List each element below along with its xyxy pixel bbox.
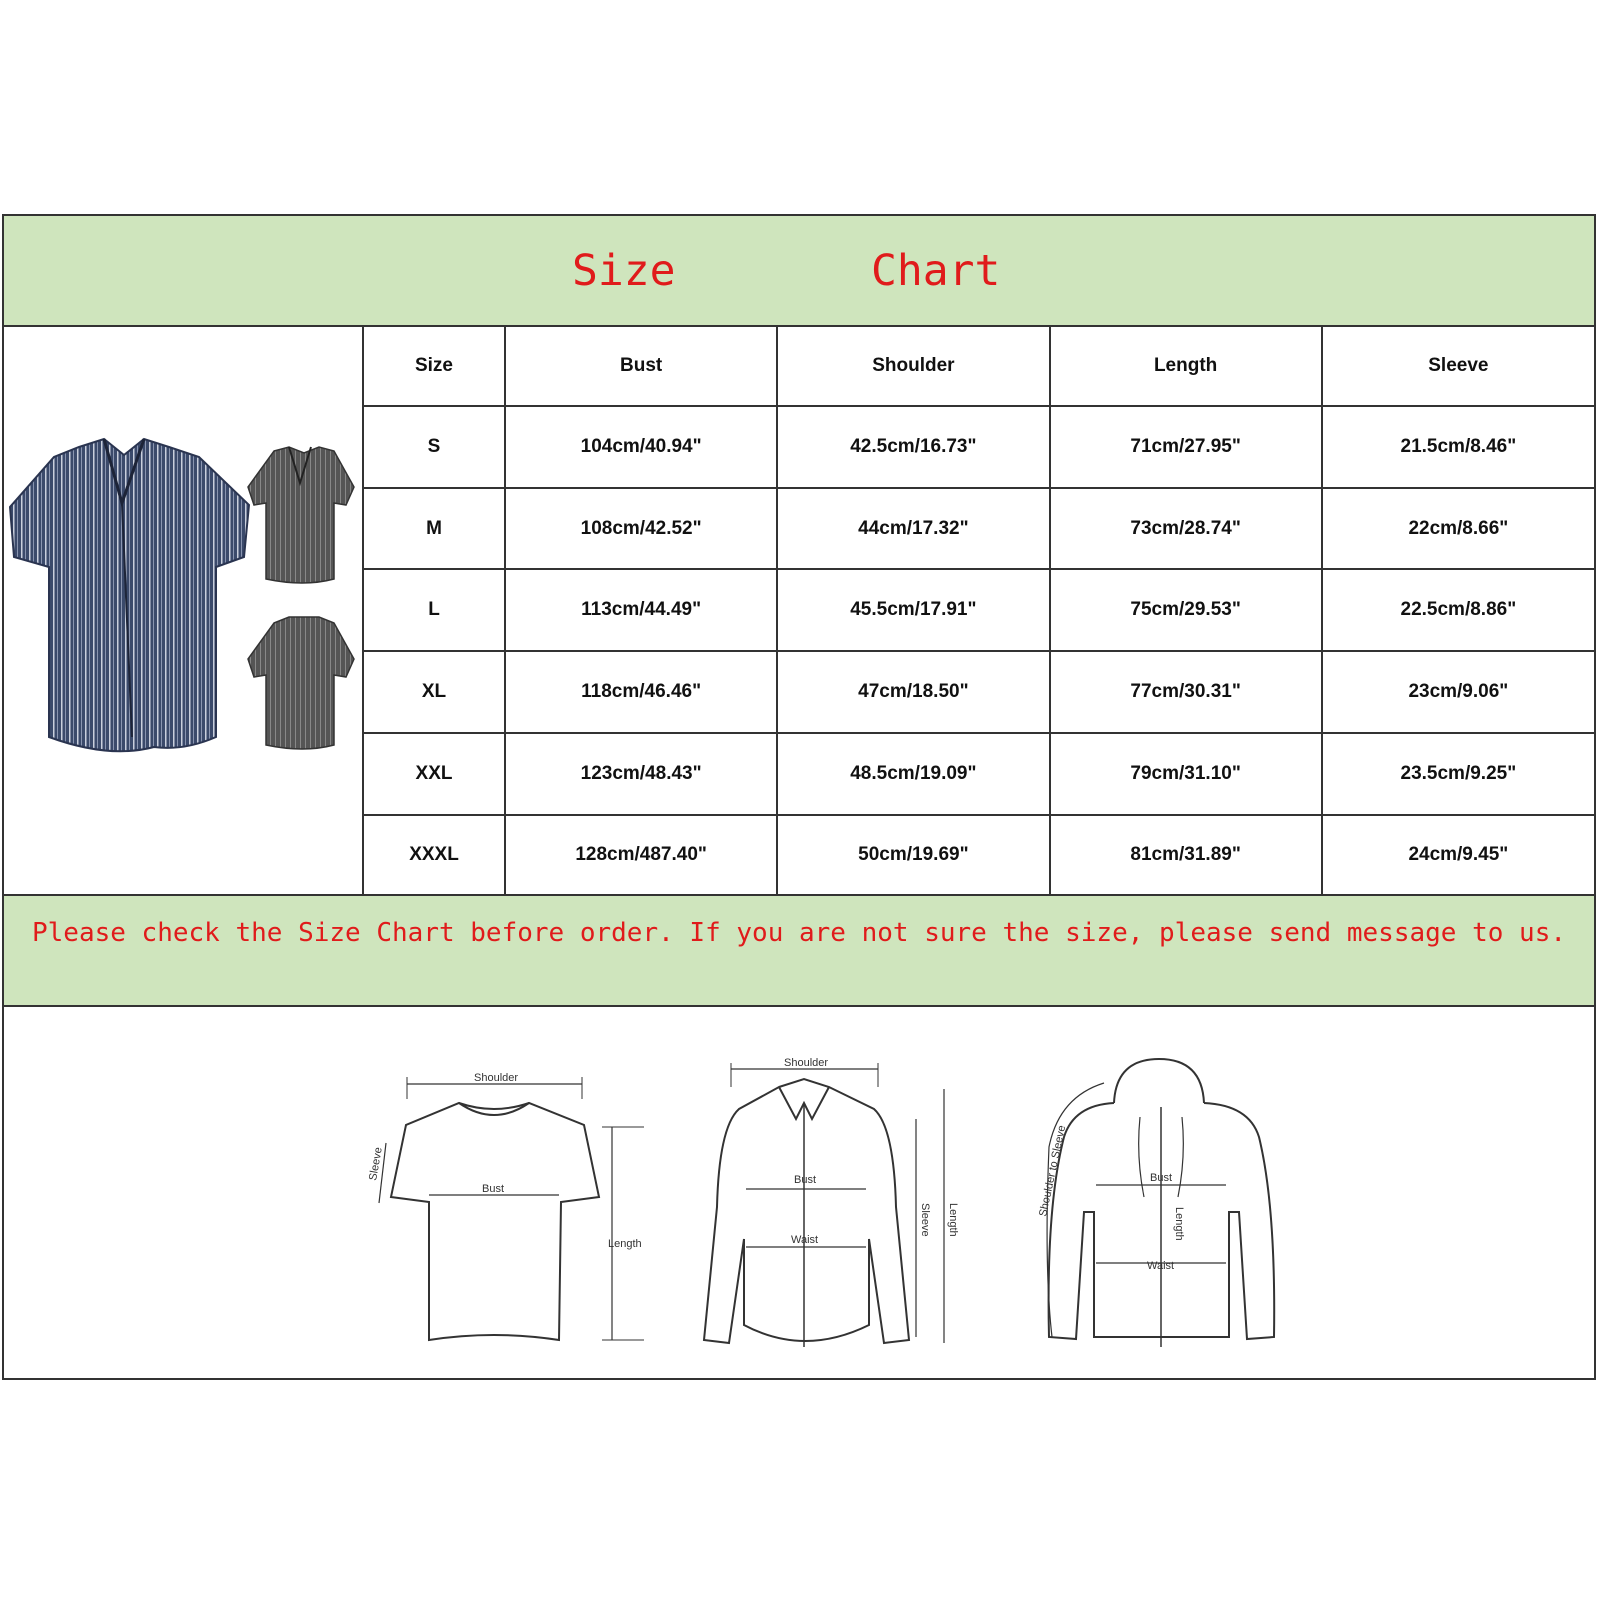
title-banner <box>4 216 1594 327</box>
cell-length: 71cm/27.95" <box>1050 406 1322 488</box>
tshirt-sleeve-label: Sleeve <box>367 1146 385 1182</box>
cell-shoulder: 42.5cm/16.73" <box>777 406 1049 488</box>
size-table <box>364 327 1594 894</box>
cell-bust: 113cm/44.49" <box>505 569 777 651</box>
cell-size: S <box>364 406 505 488</box>
cell-shoulder: 48.5cm/19.09" <box>777 733 1049 815</box>
table-row <box>364 488 1594 570</box>
table-row <box>364 815 1594 894</box>
tshirt-bust-label: Bust <box>482 1183 505 1195</box>
hoodie-length-label: Length <box>1173 1207 1185 1241</box>
cell-shoulder: 45.5cm/17.91" <box>777 569 1049 651</box>
cell-bust: 108cm/42.52" <box>505 488 777 570</box>
cell-shoulder: 50cm/19.69" <box>777 815 1049 894</box>
shirt-sleeve-label: Sleeve <box>919 1203 931 1237</box>
cell-size: XXXL <box>364 815 505 894</box>
tshirt-diagram <box>379 1077 644 1340</box>
hoodie-diagram <box>1047 1059 1274 1347</box>
cell-size: L <box>364 569 505 651</box>
alt-shirt-front <box>248 447 354 583</box>
measurement-diagrams <box>4 1007 1594 1378</box>
tshirt-length-label: Length <box>608 1238 642 1250</box>
cell-size: M <box>364 488 505 570</box>
product-image-cell <box>4 327 364 894</box>
cell-length: 75cm/29.53" <box>1050 569 1322 651</box>
table-row <box>364 733 1594 815</box>
cell-length: 73cm/28.74" <box>1050 488 1322 570</box>
hoodie-bust-label: Bust <box>1150 1172 1173 1184</box>
title-word-size: Size <box>572 246 676 296</box>
cell-sleeve: 23cm/9.06" <box>1322 651 1594 733</box>
hoodie-shoulder-to-sleeve-label: Shoulder to Sleeve <box>1037 1124 1069 1218</box>
cell-bust: 118cm/46.46" <box>505 651 777 733</box>
note-text: Please check the Size Chart before order. If you are not sure the size, please send message to us. <box>31 918 1567 948</box>
shirt-shoulder-label: Shoulder <box>784 1057 829 1069</box>
shirt-bust-label: Bust <box>794 1174 817 1186</box>
cell-length: 79cm/31.10" <box>1050 733 1322 815</box>
header-length: Length <box>1050 327 1322 406</box>
title-word-chart: Chart <box>871 246 1001 296</box>
hoodie-waist-label: Waist <box>1147 1260 1175 1272</box>
shirt-diagram <box>704 1063 944 1347</box>
cell-sleeve: 22cm/8.66" <box>1322 488 1594 570</box>
shirt-length-label: Length <box>947 1203 959 1237</box>
cell-bust: 104cm/40.94" <box>505 406 777 488</box>
note-banner <box>4 894 1594 1007</box>
cell-bust: 123cm/48.43" <box>505 733 777 815</box>
cell-size: XXL <box>364 733 505 815</box>
cell-bust: 128cm/487.40" <box>505 815 777 894</box>
alt-shirt-back <box>248 617 354 749</box>
main-shirt-photo <box>10 439 249 751</box>
cell-sleeve: 24cm/9.45" <box>1322 815 1594 894</box>
cell-length: 81cm/31.89" <box>1050 815 1322 894</box>
size-chart <box>2 214 1596 1380</box>
tshirt-shoulder-label: Shoulder <box>474 1072 519 1084</box>
cell-shoulder: 44cm/17.32" <box>777 488 1049 570</box>
header-shoulder: Shoulder <box>777 327 1049 406</box>
cell-size: XL <box>364 651 505 733</box>
cell-sleeve: 23.5cm/9.25" <box>1322 733 1594 815</box>
measurement-diagram-svg <box>4 1007 1594 1378</box>
header-bust: Bust <box>505 327 777 406</box>
cell-sleeve: 22.5cm/8.86" <box>1322 569 1594 651</box>
shirt-waist-label: Waist <box>791 1234 819 1246</box>
table-row <box>364 651 1594 733</box>
table-header-row <box>364 327 1594 406</box>
table-row <box>364 569 1594 651</box>
cell-sleeve: 21.5cm/8.46" <box>1322 406 1594 488</box>
table-row <box>364 406 1594 488</box>
header-sleeve: Sleeve <box>1322 327 1594 406</box>
product-photos <box>4 327 360 894</box>
header-size: Size <box>364 327 505 406</box>
cell-length: 77cm/30.31" <box>1050 651 1322 733</box>
cell-shoulder: 47cm/18.50" <box>777 651 1049 733</box>
